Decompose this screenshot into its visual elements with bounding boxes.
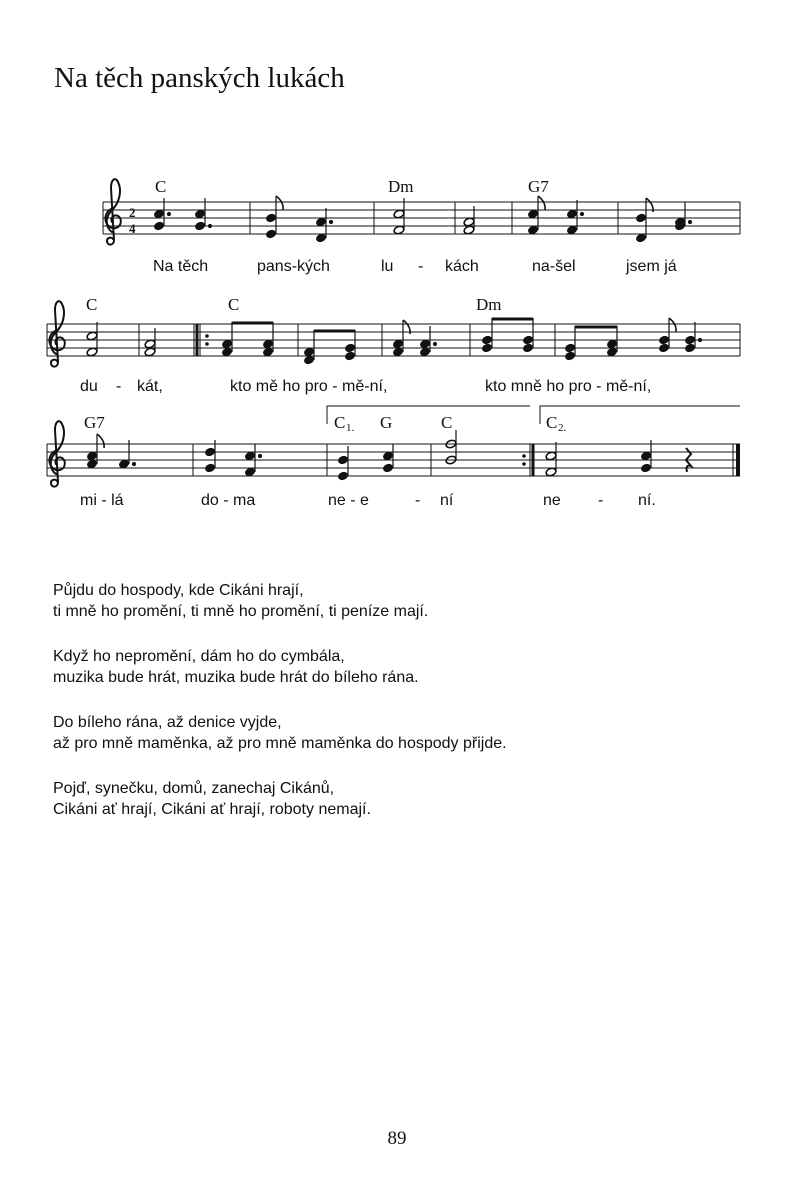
- lyric-syllable: Na těch: [153, 258, 209, 275]
- lyric-syllable: ní: [440, 492, 454, 509]
- song-title: Na těch panských lukách: [54, 62, 345, 94]
- verse-line: Půjdu do hospody, kde Cikáni hrají,: [53, 582, 304, 599]
- lyric-syllable: du: [80, 378, 98, 395]
- lyric-syllable: kách: [445, 258, 479, 275]
- verses: [53, 580, 507, 844]
- lyric-syllable: kto mě ho pro - mě-ní,: [230, 378, 388, 395]
- verse-2: [53, 646, 507, 688]
- staff-system-2: [47, 295, 740, 395]
- verse-line: Pojď, synečku, domů, zanechaj Cikánů,: [53, 780, 335, 797]
- lyric-hyphen: -: [415, 492, 421, 509]
- lyric-syllable: kto mně ho pro - mě-ní,: [485, 378, 652, 395]
- chord-g7: G7: [84, 413, 105, 432]
- lyric-syllable: ne: [543, 492, 561, 509]
- time-signature-bottom: 4: [129, 221, 136, 236]
- lyric-syllable: ní.: [638, 492, 656, 509]
- volta-2-label: 2.: [558, 422, 567, 434]
- lyric-hyphen: -: [116, 378, 122, 395]
- chord-dm: Dm: [476, 295, 502, 314]
- verse-line: Cikáni ať hrají, Cikáni ať hrají, roboty nemají.: [53, 801, 371, 818]
- treble-clef-icon: [49, 421, 64, 487]
- lyric-hyphen: -: [598, 492, 604, 509]
- verse-3: [53, 712, 507, 754]
- treble-clef-icon: [105, 179, 120, 245]
- verse-line: muzika bude hrát, muzika bude hrát do bíleho rána.: [53, 669, 419, 686]
- chord-c: C: [86, 295, 98, 314]
- lyric-syllable: ne - e: [328, 492, 369, 509]
- staff-system-1: [103, 177, 740, 275]
- lyric-syllable: na-šel: [532, 258, 576, 275]
- volta-1-label: 1.: [346, 422, 355, 434]
- verse-line: Do bíleho rána, až denice vyjde,: [53, 714, 282, 731]
- chord-c: C: [334, 413, 346, 432]
- lyric-syllable: do - ma: [201, 492, 256, 509]
- treble-clef-icon: [49, 301, 64, 367]
- lyric-syllable: jsem já: [626, 258, 677, 275]
- notes-system-1: [154, 196, 692, 243]
- chord-g: G: [380, 413, 393, 432]
- notes-system-3: [87, 430, 691, 481]
- verse-1: [53, 580, 507, 622]
- verse-4: [53, 778, 507, 820]
- verse-line: až pro mně maměnka, až pro mně maměnka do hospody přijde.: [53, 735, 507, 752]
- lyric-syllable: pans-kých: [257, 258, 330, 275]
- time-signature-top: 2: [129, 205, 136, 220]
- chord-c: C: [155, 177, 167, 196]
- sheet-music: [0, 0, 794, 560]
- chord-dm: Dm: [388, 177, 414, 196]
- page-number: 89: [387, 1128, 407, 1149]
- chord-c: C: [228, 295, 240, 314]
- chord-g7: G7: [528, 177, 549, 196]
- notes-system-2: [86, 318, 701, 365]
- lyric-syllable: kát,: [137, 378, 163, 395]
- lyric-syllable: lu: [381, 258, 394, 275]
- chord-c: C: [546, 413, 558, 432]
- lyric-hyphen: -: [418, 258, 424, 275]
- chord-c: C: [441, 413, 453, 432]
- staff-system-3: [47, 406, 740, 509]
- lyric-syllable: mi - lá: [80, 492, 124, 509]
- verse-line: Když ho nepromění, dám ho do cymbála,: [53, 648, 345, 665]
- verse-line: ti mně ho promění, ti mně ho promění, ti peníze mají.: [53, 603, 429, 620]
